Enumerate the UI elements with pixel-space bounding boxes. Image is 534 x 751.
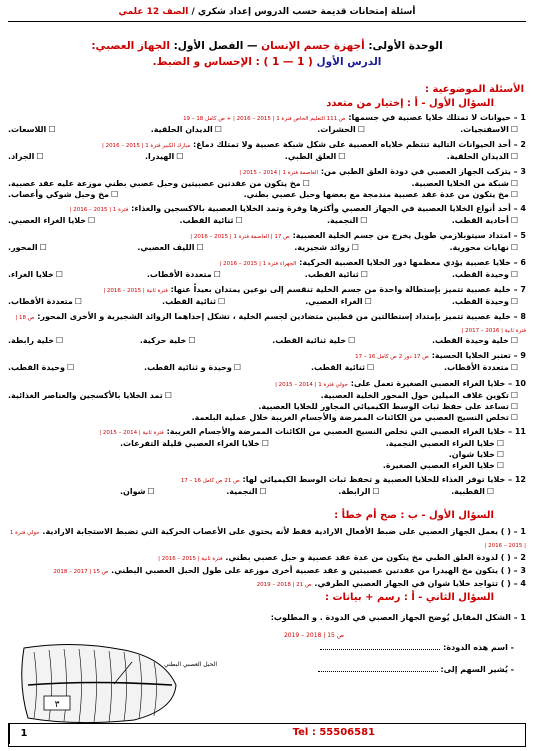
mcq-question: 7 – خلية عصبية تتميز بإستطالة واحدة من جسم الخلية تنقسم إلى نوعين يمتدان بعيداً عنها: فترة ثانية | 2015 – 2016 |: [103, 285, 526, 294]
option[interactable]: ☐ متعددة الأقطاب.: [8, 296, 82, 307]
lesson-num: ( 1 — 1 ): [263, 56, 313, 68]
option[interactable]: ☐ المحور.: [8, 242, 47, 253]
chapter-name: الجهاز العصبي:: [91, 40, 170, 52]
option[interactable]: ☐ متعددة الأقطاب.: [147, 269, 221, 280]
worm-diagram: [14, 640, 217, 730]
option[interactable]: ☐ تكوين غلاف الميلين حول المحور الخلية العصبية.: [321, 390, 518, 401]
option[interactable]: ☐ الليف العصبي.: [137, 242, 203, 253]
objective-heading: الأسئلة الموضوعية :: [425, 84, 524, 95]
option[interactable]: ☐ شوان.: [120, 486, 155, 497]
page-header: [8, 4, 526, 20]
mcq-question: 9 – تعتبر الخلايا الحسية: ص 17 دور 2 ص كامل 16 – 17: [355, 351, 526, 360]
option[interactable]: ☐ الديدان الحلقية.: [447, 151, 518, 162]
option[interactable]: ☐ مخ يتكون من عقدتين عصبيتين وحبل عصبي بطني موزعة عليه عقد عصبية.: [8, 178, 310, 189]
unit-label: الوحدة الأولى:: [368, 40, 443, 52]
option[interactable]: ☐ خلية ثنائية القطب.: [272, 335, 355, 346]
mcq-options: [8, 412, 518, 423]
worm-name-prompt: - اسم هذه الدودة:: [200, 642, 514, 653]
lesson-heading: [10, 56, 524, 68]
telephone: Tel : 55506581: [292, 727, 375, 738]
unit-name: أجهزة جسم الإنسان: [261, 40, 365, 52]
mcq-options: [120, 438, 504, 449]
diagram-label: الحبل العصبي البطني: [164, 661, 217, 668]
option[interactable]: ☐ الديدان الحلقية.: [151, 124, 222, 135]
option[interactable]: ☐ الاسفنجيات.: [460, 124, 518, 135]
answer-blank[interactable]: [318, 671, 438, 672]
option[interactable]: ☐ زوائد شجيرية.: [294, 242, 359, 253]
mcq-options: [120, 449, 504, 460]
mcq-question: 2 – أحد الحيوانات التالية تنتظم خلاياه العصبية على شكل شبكة عصبية ولا تمتلك دماغ: مبارك الكبير فترة 1 | 2015 – 2016 |: [101, 140, 526, 149]
tf-question: 3 – ( ) يتكون مخ الهيدرا من عقدتين عصبيتين و عقد عصبية أخرى موزعة على طول الحبل العصبي البطني. ص 15 | 2017 – 2018: [53, 566, 526, 575]
mcq-options: [8, 124, 518, 135]
option[interactable]: ☐ متعددة الأقطاب.: [444, 362, 518, 373]
diagram-ref: ص 15 | 2018 – 2019: [283, 632, 344, 639]
option[interactable]: ☐ خلايا الغراء العصبي قليلة التفرعات.: [120, 438, 269, 449]
option[interactable]: ☐ الجراد.: [8, 151, 44, 162]
mcq-options: [8, 296, 518, 307]
mcq-options: [8, 362, 518, 373]
mcq-options: [120, 486, 494, 497]
option[interactable]: ☐ خلايا الغراء.: [8, 269, 63, 280]
unit-heading: الوحدة الأولى: أجهزة جسم الإنسان — الفصل الأول: الجهاز العصبي:: [91, 40, 443, 52]
option[interactable]: ☐ تخلص النسيج العصبي من الكائنات الممرضة والأجسام الغريبة خلال عملية البلعمة.: [192, 412, 518, 423]
diagram-question: 1 – الشكل المقابل يُوضح الجهاز العصبي في الدودة . و المطلوب:: [270, 613, 526, 622]
option[interactable]: ☐ تساعد على حفظ ثبات الوسط الكيميائي المجاور للخلايا العصبية.: [258, 401, 518, 412]
option[interactable]: ☐ أحادية القطب.: [452, 215, 518, 226]
option[interactable]: ☐ خلايا الغراء العصبي.: [8, 215, 95, 226]
option[interactable]: ☐ خلايا الغراء العصبي الصغيرة.: [383, 460, 504, 471]
lesson-label: الدرس الأول: [316, 56, 382, 68]
mcq-options: [8, 401, 518, 412]
option[interactable]: ☐ ثنائية القطب.: [305, 269, 368, 280]
option[interactable]: ☐ وحيدة القطب.: [8, 362, 74, 373]
option[interactable]: ☐ النجمية.: [226, 486, 266, 497]
header-divider: [8, 21, 526, 22]
option[interactable]: ☐ اللاسعات.: [8, 124, 55, 135]
mcq-options: [8, 242, 518, 253]
option[interactable]: ☐ خلية رابطة.: [8, 335, 63, 346]
header-grade: الصف 12 علمي: [118, 7, 189, 17]
option[interactable]: ☐ ثنائية القطب.: [311, 362, 374, 373]
option[interactable]: ☐ الهيدرا.: [145, 151, 183, 162]
header-title: أسئلة إمتحانات قديمة حسب الدروس إعداد شكري /: [191, 7, 416, 17]
option[interactable]: ☐ تمد الخلايا بالأكسجين والعناصر الغذائية.: [8, 390, 172, 401]
q1a-heading: السؤال الأول - أ : إختيار من متعدد: [326, 98, 494, 109]
option[interactable]: ☐ النجمية.: [327, 215, 367, 226]
mcq-options: [8, 151, 518, 162]
option[interactable]: ☐ وحيدة و ثنائية القطب.: [144, 362, 241, 373]
option[interactable]: ☐ خلايا الغراء العصبي النجمية.: [386, 438, 504, 449]
mcq-options: [8, 178, 518, 189]
option[interactable]: ☐ مخ يتكون من عدة عقد عصبية مندمجة مع بعضها وحبل عصبي بطني.: [244, 189, 518, 200]
option[interactable]: ☐ ثنائية القطب.: [180, 215, 243, 226]
mcq-options: [120, 460, 504, 471]
option[interactable]: ☐ الغراء العصبي.: [305, 296, 372, 307]
option[interactable]: ☐ نهايات محورية.: [449, 242, 518, 253]
option[interactable]: ☐ الحشرات.: [317, 124, 365, 135]
diagram-marker: ٣: [54, 700, 60, 710]
option[interactable]: ☐ شبكة من الخلايا العصبية.: [412, 178, 518, 189]
mcq-question: 6 – خلايا عصبية يؤدي معظمها دور الخلايا العصبية الحركية: الجهراء فترة 1 | 2015 – 2016 |: [219, 258, 526, 267]
option[interactable]: ☐ وحيدة القطب.: [452, 269, 518, 280]
tf-question: 4 – ( ) تتواجد خلايا شوان في الجهاز العصبي الطرفي. ص 21 | 2018 – 2019: [256, 579, 526, 588]
mcq-question: 11 – خلايا الغراء العصبي التي تخلص النسيج العصبي من الكائنات الممرضة والأجسام الغريبة: فترة ثانية | 2014 – 2015 |: [99, 427, 526, 436]
tf-question: 2 – ( ) لدودة العلق الطبي مخ يتكون من عدة عقد عصبية و حبل عصبي بطني. فترة ثانية | 2015 – 2016 |: [158, 553, 526, 562]
mcq-options: [8, 215, 518, 226]
answer-blank[interactable]: [320, 649, 440, 650]
option[interactable]: ☐ ثنائية القطب.: [162, 296, 225, 307]
chapter-label: الفصل الأول:: [173, 40, 244, 52]
mcq-options: [8, 390, 518, 401]
arrow-prompt: - يُشير السهم إلى:: [200, 664, 514, 675]
mcq-question: 10 – خلايا الغراء العصبي الصغيرة تعمل على: حولي فترة 1 | 2014 – 2015 |: [275, 379, 526, 388]
q2a-heading: السؤال الثاني - أ : رسم + بيانات :: [324, 592, 494, 603]
option[interactable]: ☐ خلايا شوان.: [449, 449, 504, 460]
mcq-options: [8, 189, 518, 200]
mcq-question: 1 – حيوانات لا تمتلك خلايا عصبية في جسمها: ص 111 التعليم الخاص فترة 1 | 2015 – 2016 | + ص كامل 18 – 19: [183, 113, 526, 122]
q1b-heading: السؤال الأول - ب : صح أم خطأ :: [334, 510, 494, 521]
option[interactable]: ☐ القطبية.: [451, 486, 494, 497]
mcq-question: 8 – خلية عصبية تتميز بإمتداد إستطالتين من قطبين متضادين لجسم الخلية ، تشكل إحداهما الزوائد الشجيرية و الأخرى المحور: ص 18 | فترة ثانية | 2016 – 2017 |: [15, 312, 526, 334]
option[interactable]: ☐ وحيدة القطب.: [452, 296, 518, 307]
mcq-options: [8, 269, 518, 280]
option[interactable]: ☐ العلق الطبي.: [285, 151, 346, 162]
page-footer: [8, 723, 526, 747]
mcq-question: 12 – خلايا توفر الغذاء للخلايا العصبية و تحفظ ثبات الوسط الكيميائي لها: ص 21 ص كامل 16 – 17: [180, 475, 526, 484]
lesson-title: : الإحساس و الضبط.: [152, 56, 260, 68]
option[interactable]: ☐ خلية وحيدة القطب.: [432, 335, 518, 346]
mcq-question: 3 – يتركب الجهاز العصبي في دودة العلق الطبي من: العاصمة فترة 1 | 2014 – 2015 |: [239, 167, 526, 176]
option[interactable]: ☐ خلية حركية.: [140, 335, 196, 346]
mcq-question: 4 – أحد أنواع الخلايا العصبية في الجهاز العصبي وأكثرها وفرة وتمد الخلايا العصبية بالاكسجين والغذاء: فترة 1 | 2015 – 2016 |: [69, 204, 526, 213]
mcq-question: 5 – امتداد سيتوبلازمي طويل يخرج من جسم الخلية العصبية: ص 17 | العاصمة فترة 1 | 2015 – 2016 |: [190, 231, 526, 240]
option[interactable]: ☐ مخ وحبل شوكي وأعصاب.: [8, 189, 118, 200]
page-number: 1: [9, 724, 38, 744]
tf-question: 1 – ( ) يعمل الجهاز العصبي على ضبط الأفعال الارادية فقط لأنه يحتوي على الأعصاب الحركية التي تضبط الاستجابة الارادية. حولي فترة 1 | 2015 – 2016 |: [9, 527, 526, 549]
mcq-options: [8, 335, 518, 346]
option[interactable]: ☐ الرابطة.: [338, 486, 379, 497]
